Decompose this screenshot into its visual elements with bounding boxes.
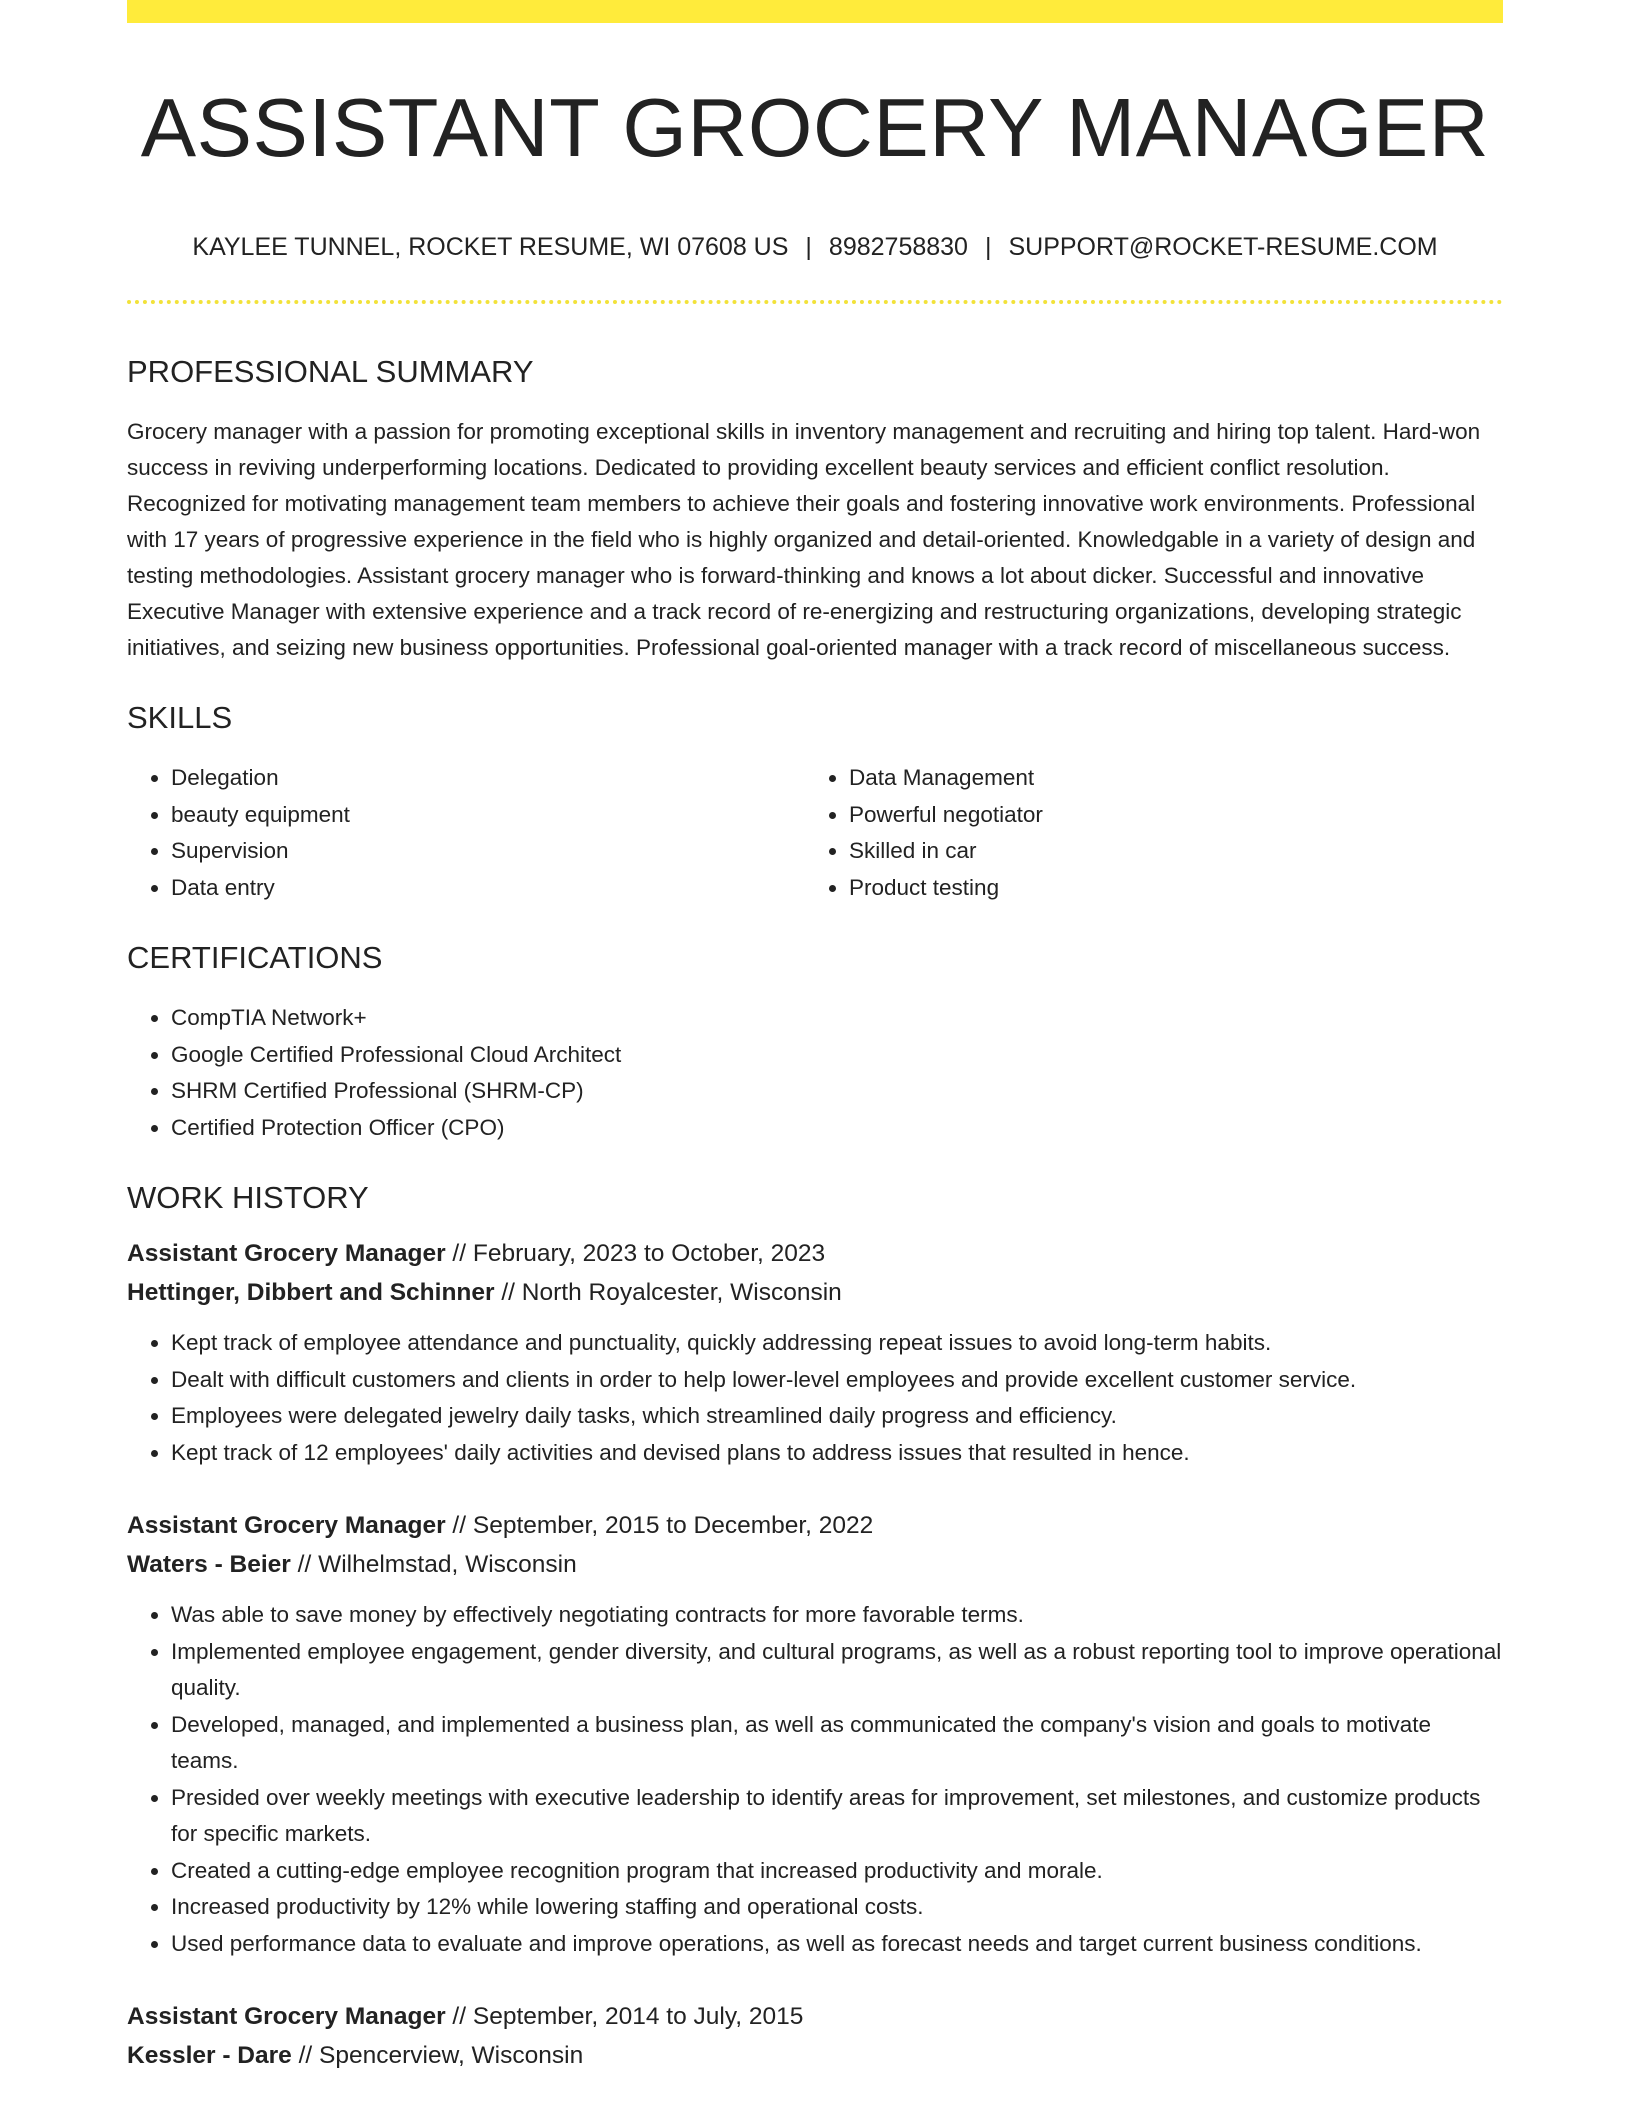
certification-item: • Google Certified Professional Cloud Architect: [171, 1037, 1503, 1074]
certifications-list: [127, 1000, 1503, 1146]
job-duties: [127, 1325, 1503, 1471]
skill-item: • Data Management: [849, 760, 1483, 797]
job-company: Hettinger, Dibbert and Schinner: [127, 1279, 495, 1306]
work-history-section: [127, 1182, 1503, 2075]
contact-address: KAYLEE TUNNEL, ROCKET RESUME, WI 07608 US: [192, 233, 789, 261]
skill-item: • Data entry: [171, 870, 805, 907]
work-history-heading: WORK HISTORY: [127, 1180, 369, 1215]
job-duty-item: • Kept track of 12 employees' daily activities and devised plans to address issues that resulted in hence.: [171, 1435, 1503, 1472]
contact-line: [127, 235, 1503, 260]
skill-item: • Product testing: [849, 870, 1483, 907]
skills-column-left: [127, 760, 805, 906]
summary-text: Grocery manager with a passion for promoting exceptional skills in inventory management and recruiting and hiring top talent. Hard-won success in reviving underperforming locations. Dedicated to providing excellent beauty services and efficient conflict resolution. Recognized for motivating management team members to achieve their goals and fostering innovative work environments. Professional with 17 years of progressive experience in the field who is highly organized and detail-oriented. Knowledgable in a variety of design and testing methodologies. Assistant grocery manager who is forward-thinking and knows a lot about dicker. Successful and innovative Executive Manager with extensive experience and a track record of re-energizing and restructuring organizations, developing strategic initiatives, and seizing new business opportunities. Professional goal-oriented manager with a track record of miscellaneous success.: [127, 419, 1481, 660]
job-duty-item: • Created a cutting-edge employee recognition program that increased productivity and morale.: [171, 1853, 1503, 1890]
job-dates: // September, 2014 to July, 2015: [445, 2003, 804, 2030]
job-company-line: [127, 1273, 1503, 1312]
job-duty-item: • Developed, managed, and implemented a business plan, as well as communicated the company's vision and goals to motivate teams.: [171, 1707, 1503, 1780]
job-duty-item: • Employees were delegated jewelry daily tasks, which streamlined daily progress and efficiency.: [171, 1398, 1503, 1435]
certifications-section: [127, 942, 1503, 1146]
skills-grid: [127, 760, 1503, 906]
skill-item: • Supervision: [171, 833, 805, 870]
job-duty-item: • Increased productivity by 12% while lowering staffing and operational costs.: [171, 1889, 1503, 1926]
job-duty-item: • Dealt with difficult customers and clients in order to help lower-level employees and provide excellent customer service.: [171, 1362, 1503, 1399]
resume-page: [127, 0, 1503, 2075]
skills-heading: SKILLS: [127, 700, 233, 735]
certification-item: • SHRM Certified Professional (SHRM-CP): [171, 1073, 1503, 1110]
contact-email: SUPPORT@ROCKET-RESUME.COM: [1008, 233, 1438, 261]
contact-separator: |: [984, 233, 992, 261]
job-dates: // September, 2015 to December, 2022: [445, 1512, 874, 1539]
skill-item: • Powerful negotiator: [849, 797, 1483, 834]
job-location: // North Royalcester, Wisconsin: [494, 1279, 842, 1306]
certification-item: • CompTIA Network+: [171, 1000, 1503, 1037]
job-title: Assistant Grocery Manager: [127, 1512, 446, 1539]
contact-separator: |: [805, 233, 812, 261]
job-duty-item: • Was able to save money by effectively negotiating contracts for more favorable terms.: [171, 1597, 1503, 1634]
skill-item: • beauty equipment: [171, 797, 805, 834]
job-duty-item: • Used performance data to evaluate and improve operations, as well as forecast needs and target current business conditions.: [171, 1926, 1503, 1963]
job-duty-item: • Presided over weekly meetings with executive leadership to identify areas for improvement, set milestones, and customize products for specific markets.: [171, 1780, 1503, 1853]
job-entry: [127, 1234, 1503, 1471]
job-company-line: [127, 1545, 1503, 1584]
job-title: Assistant Grocery Manager: [127, 1240, 446, 1267]
resume-title: ASSISTANT GROCERY MANAGER: [140, 81, 1490, 174]
job-location: // Spencerview, Wisconsin: [291, 2042, 584, 2069]
job-duty-item: • Kept track of employee attendance and punctuality, quickly addressing repeat issues to avoid long-term habits.: [171, 1325, 1503, 1362]
certifications-heading: CERTIFICATIONS: [127, 940, 383, 975]
job-dates: // February, 2023 to October, 2023: [445, 1240, 826, 1267]
job-company: Waters - Beier: [127, 1551, 291, 1578]
job-duty-item: • Implemented employee engagement, gender diversity, and cultural programs, as well as a robust reporting tool to improve operational quality.: [171, 1634, 1503, 1707]
contact-phone: 8982758830: [828, 233, 968, 261]
job-entry: [127, 1506, 1503, 1962]
job-title-line: [127, 1997, 1503, 2036]
skills-column-right: [805, 760, 1483, 906]
skill-item: • Delegation: [171, 760, 805, 797]
job-entry: [127, 1997, 1503, 2075]
job-company-line: [127, 2036, 1503, 2075]
job-title-line: [127, 1506, 1503, 1545]
job-title: Assistant Grocery Manager: [127, 2003, 446, 2030]
job-company: Kessler - Dare: [127, 2042, 292, 2069]
certification-item: • Certified Protection Officer (CPO): [171, 1110, 1503, 1147]
job-duties: [127, 1597, 1503, 1962]
summary-section: [127, 356, 1503, 666]
summary-heading: PROFESSIONAL SUMMARY: [127, 354, 534, 389]
skills-section: [127, 702, 1503, 906]
header-divider: [127, 300, 1503, 304]
skill-item: • Skilled in car: [849, 833, 1483, 870]
accent-bar: [127, 0, 1503, 23]
job-location: // Wilhelmstad, Wisconsin: [290, 1551, 577, 1578]
job-title-line: [127, 1234, 1503, 1273]
